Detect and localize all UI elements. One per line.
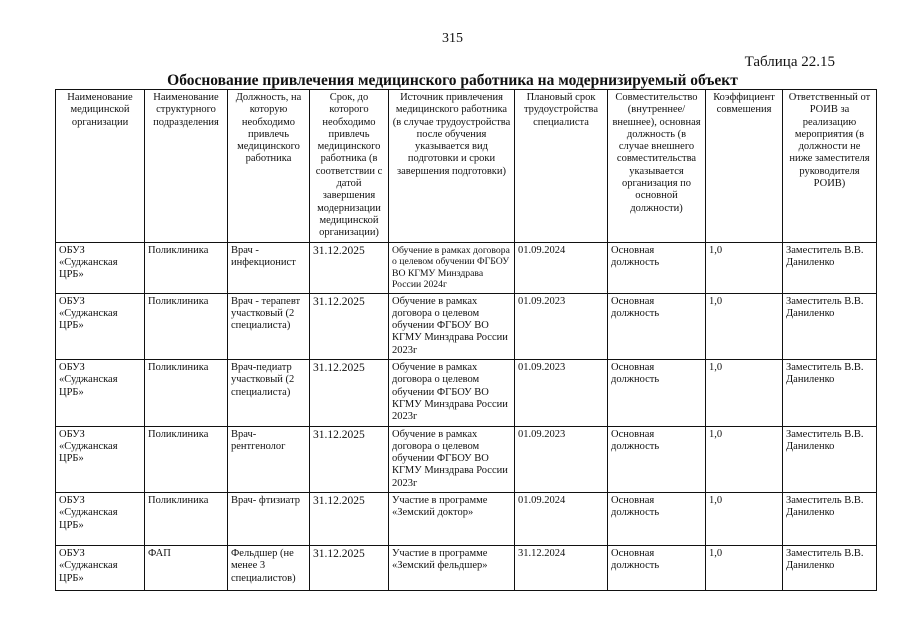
- cell-combination: Основная должность: [608, 546, 706, 591]
- cell-responsible: Заместитель В.В. Даниленко: [783, 546, 877, 591]
- cell-position: Врач - терапевт участковый (2 специалиста): [228, 293, 310, 359]
- cell-department: Поликлиника: [145, 493, 228, 546]
- table-row: [56, 293, 877, 359]
- document-title: Обоснование привлечения медицинского работника на модернизируемый объект: [167, 72, 738, 89]
- cell-deadline: 31.12.2025: [310, 546, 389, 591]
- column-header: Коэффициент совмешения: [706, 90, 783, 243]
- cell-organization: ОБУЗ «Суджанская ЦРБ»: [56, 493, 145, 546]
- cell-employment-date: 01.09.2023: [515, 293, 608, 359]
- cell-coefficient: 1,0: [706, 242, 783, 293]
- cell-source: Обучение в рамках договора о целевом обучении ФГБОУ ВО КГМУ Минздрава России 2023г: [389, 360, 515, 426]
- cell-responsible: Заместитель В.В. Даниленко: [783, 293, 877, 359]
- cell-deadline: 31.12.2025: [310, 293, 389, 359]
- staffing-table: [55, 89, 877, 591]
- column-header: Плановый срок трудоустройства специалиста: [515, 90, 608, 243]
- table-row: [56, 426, 877, 492]
- table-row: [56, 493, 877, 546]
- cell-employment-date: 01.09.2023: [515, 426, 608, 492]
- cell-position: Врач- фтизиатр: [228, 493, 310, 546]
- cell-position: Врач-педиатр участковый (2 специалиста): [228, 360, 310, 426]
- column-header: Должность, на которую необходимо привлечь медицинского работника: [228, 90, 310, 243]
- cell-department: ФАП: [145, 546, 228, 591]
- cell-department: Поликлиника: [145, 360, 228, 426]
- cell-department: Поликлиника: [145, 242, 228, 293]
- cell-organization: ОБУЗ «Суджанская ЦРБ»: [56, 426, 145, 492]
- cell-source: Обучение в рамках договора о целевом обучении ФГБОУ ВО КГМУ Минздрава России 2023г: [389, 426, 515, 492]
- cell-coefficient: 1,0: [706, 426, 783, 492]
- cell-combination: Основная должность: [608, 242, 706, 293]
- cell-combination: Основная должность: [608, 493, 706, 546]
- cell-employment-date: 01.09.2023: [515, 360, 608, 426]
- cell-source: Обучение в рамках договора о целевом обучении ФГБОУ ВО КГМУ Минздрава России 2023г: [389, 293, 515, 359]
- cell-combination: Основная должность: [608, 293, 706, 359]
- column-header: Наименование структурного подразделения: [145, 90, 228, 243]
- cell-deadline: 31.12.2025: [310, 426, 389, 492]
- cell-organization: ОБУЗ «Суджанская ЦРБ»: [56, 293, 145, 359]
- cell-coefficient: 1,0: [706, 293, 783, 359]
- cell-combination: Основная должность: [608, 426, 706, 492]
- cell-source: Обучение в рамках договора о целевом обучении ФГБОУ ВО КГМУ Минздрава России 2024г: [389, 242, 515, 293]
- table-row: [56, 360, 877, 426]
- cell-department: Поликлиника: [145, 426, 228, 492]
- page-number: 315: [442, 31, 463, 46]
- cell-combination: Основная должность: [608, 360, 706, 426]
- table-row: [56, 242, 877, 293]
- cell-organization: ОБУЗ «Суджанская ЦРБ»: [56, 546, 145, 591]
- cell-coefficient: 1,0: [706, 360, 783, 426]
- column-header: Источник привлечения медицинского работника (в случае трудоустройства после обучения указывается вид подготовки и сроки завершения подготовки): [389, 90, 515, 243]
- cell-organization: ОБУЗ «Суджанская ЦРБ»: [56, 360, 145, 426]
- cell-position: Врач-рентгенолог: [228, 426, 310, 492]
- cell-coefficient: 1,0: [706, 546, 783, 591]
- cell-coefficient: 1,0: [706, 493, 783, 546]
- cell-source: Участие в программе «Земский доктор»: [389, 493, 515, 546]
- cell-deadline: 31.12.2025: [310, 242, 389, 293]
- cell-responsible: Заместитель В.В. Даниленко: [783, 426, 877, 492]
- table-number: Таблица 22.15: [744, 54, 835, 70]
- cell-employment-date: 01.09.2024: [515, 493, 608, 546]
- column-header: Ответственный от РОИВ за реализацию мероприятия (в должности не ниже заместителя руководителя РОИВ): [783, 90, 877, 243]
- cell-responsible: Заместитель В.В. Даниленко: [783, 242, 877, 293]
- header-row: [56, 90, 877, 243]
- column-header: Срок, до которого необходимо привлечь медицинского работника (в соответствии с датой завершения модернизации медицинской организации): [310, 90, 389, 243]
- cell-department: Поликлиника: [145, 293, 228, 359]
- cell-source: Участие в программе «Земский фельдшер»: [389, 546, 515, 591]
- cell-responsible: Заместитель В.В. Даниленко: [783, 360, 877, 426]
- cell-position: Врач - инфекционист: [228, 242, 310, 293]
- cell-responsible: Заместитель В.В. Даниленко: [783, 493, 877, 546]
- cell-deadline: 31.12.2025: [310, 360, 389, 426]
- cell-organization: ОБУЗ «Суджанская ЦРБ»: [56, 242, 145, 293]
- column-header: Совместительство (внутреннее/внешнее), основная должность (в случае внешнего совместительства указывается организация по основной должности): [608, 90, 706, 243]
- cell-employment-date: 31.12.2024: [515, 546, 608, 591]
- cell-employment-date: 01.09.2024: [515, 242, 608, 293]
- table-row: [56, 546, 877, 591]
- column-header: Наименование медицинской организации: [56, 90, 145, 243]
- cell-deadline: 31.12.2025: [310, 493, 389, 546]
- cell-position: Фельдшер (не менее 3 специалистов): [228, 546, 310, 591]
